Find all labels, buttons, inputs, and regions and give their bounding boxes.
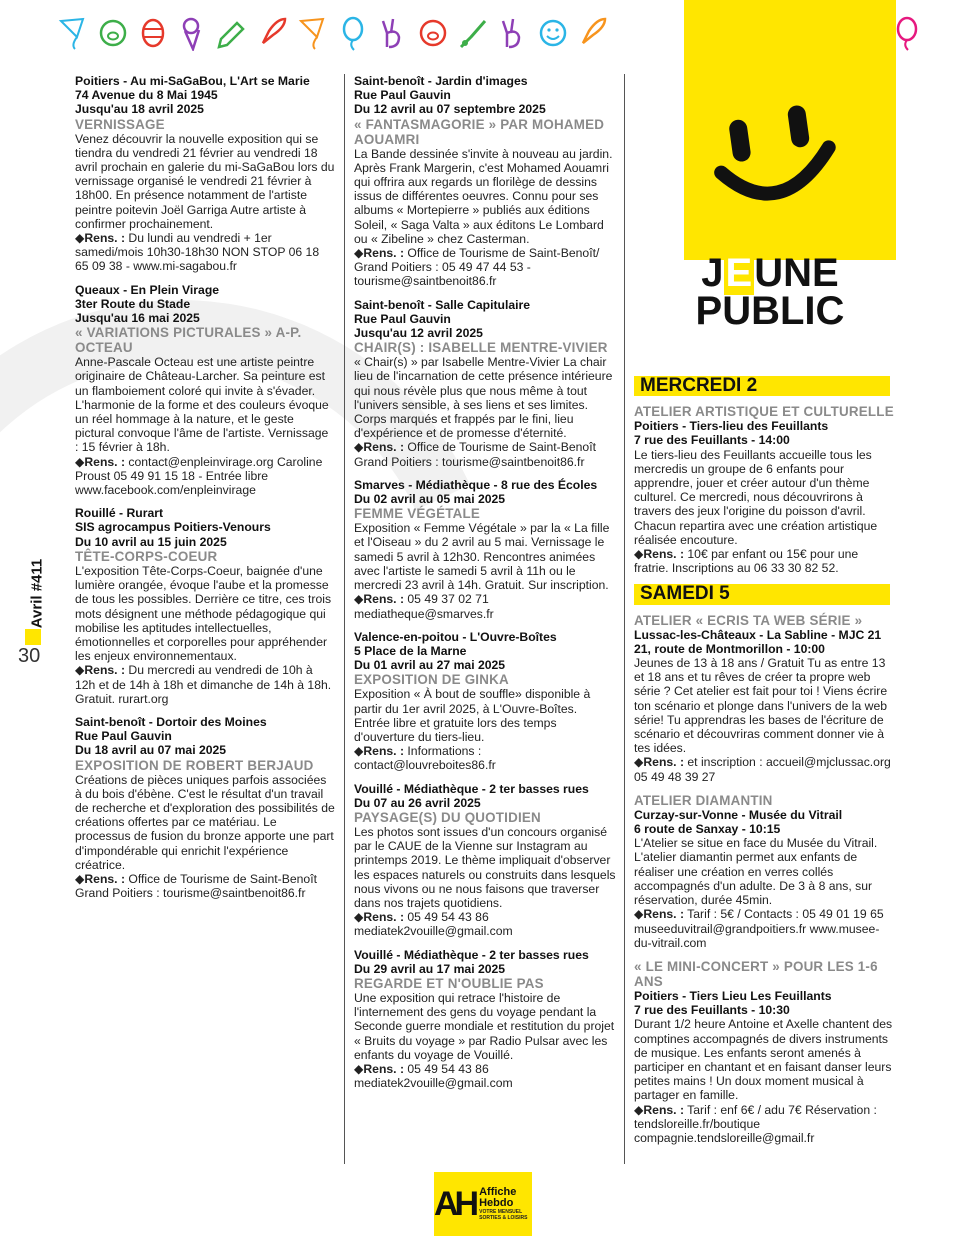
event-description xyxy=(75,355,335,454)
logo-word: Hebdo xyxy=(479,1197,514,1209)
info-text: contact@enpleinvirage.org Caroline Proust 05 49 91 15 18 - Entrée libre www.facebook.com/enpleinvirage xyxy=(75,454,323,498)
event-body-text: L'exposition Tête-Corps-Coeur, baignée d'une lumière orangée, évoque l'aube et la promesse de tous les possibles. Derrière ce titre, ces trois mots désignent une méthode pédagogique qui mobilise les aptitudes intellectuelles, émotionnelles et corporelles pour appréhender les enjeux environnementaux. xyxy=(75,563,332,664)
info-label: ◆Rens. : xyxy=(634,755,685,770)
column-divider xyxy=(344,74,345,1164)
info-text: 05 49 54 43 86 mediatek2vouille@gmail.com xyxy=(354,910,513,939)
smiley-face-icon xyxy=(684,0,896,260)
event-address: 3ter Route du Stade xyxy=(75,296,191,311)
info-text: et inscription : accueil@mjclussac.org 05 49 48 39 27 xyxy=(634,755,891,784)
day-banner: SAMEDI 5 xyxy=(634,584,890,604)
event-title: EXPOSITION DE GINKA xyxy=(354,672,509,688)
info-text: Du mercredi au vendredi de 10h à 12h et de 14h à 18h et dimanche de 14h à 18h. Gratuit. rurart.org xyxy=(75,663,332,706)
event-body-text: Une exposition qui retrace l'histoire de l'internement des gens du voyage pendant la Seconde guerre mondiale et restitution du projet « Bruits du voyage » par Radio Pulsar avec les enfants du voyage de Vouillé. xyxy=(354,990,615,1062)
event-location: Valence-en-poitou - L'Ouvre-Boîtes xyxy=(354,629,557,644)
logo-tagline: VOTRE MENSUEL SORTIES & LOISIRS xyxy=(479,1209,528,1221)
event-location: Vouillé - Médiathèque - 2 ter basses rues xyxy=(354,781,589,796)
event-location: Saint-benoît - Jardin d'images xyxy=(354,74,528,88)
event-title: « VARIATIONS PICTURALES » A-P. OCTEAU xyxy=(75,325,302,356)
title-line2: PUBLIC xyxy=(695,289,845,333)
rocket-icon xyxy=(256,14,290,52)
event-info xyxy=(75,455,335,498)
event-info xyxy=(354,910,616,938)
icon-strip xyxy=(56,14,656,64)
rocket-icon xyxy=(576,14,610,52)
info-label: ◆Rens. : xyxy=(75,663,126,678)
event-date: Du 29 avril au 17 mai 2025 xyxy=(354,961,506,976)
event-description xyxy=(634,836,894,907)
event-location: Saint-benoît - Dortoir des Moines xyxy=(75,714,267,729)
event-body-text: Exposition « À bout de souffle» disponible à partir du 1er avril 2025, à L'Ouvre-Boîtes. Entrée libre et gratuite lors des temps d'ouverture du tiers-lieu. xyxy=(354,687,591,744)
event-entry xyxy=(75,283,335,498)
event-info xyxy=(354,592,616,620)
event-description xyxy=(354,991,616,1062)
event-address: Rue Paul Gauvin xyxy=(354,88,451,103)
event-address: 21, route de Montmorillon - 10:00 xyxy=(634,641,825,656)
event-body-text: Jeunes de 13 à 18 ans / Gratuit Tu as entre 13 et 18 ans et tu rêves de créer ta propre web série ? Cet atelier est fait pour toi ! Viens écrire ton scénario et plonge dans l'univers de la web série! Tu apprendras les bases de l'écriture de scénario et découvriras comment donner vie à tes idées. xyxy=(634,656,888,756)
event-title: REGARDE ET N'OUBLIE PAS xyxy=(354,975,544,991)
affiche-hebdo-logo xyxy=(434,1172,532,1236)
event-entry xyxy=(75,74,335,274)
event-entry xyxy=(75,715,335,900)
paintbrush-icon xyxy=(456,14,490,52)
info-label: ◆Rens. : xyxy=(75,454,126,469)
ball-icon xyxy=(136,14,170,52)
event-body-text: Anne-Pascale Octeau est une artiste peintre originaire de Château-Larcher. Sa peinture est un flamboiement coloré qui invite à s'évader. L'harmonie de la forme et des couleurs évoque un réel hommage à la nature, et le geste pictural convoque l'âme de l'artiste. Vernissage : 15 février à 18h. xyxy=(75,355,329,455)
event-location: Saint-benoît - Salle Capitulaire xyxy=(354,297,531,312)
jeune-public-header xyxy=(684,0,896,260)
event-body-text: Exposition « Femme Végétale » par la « La fille et l'Oiseau » du 2 avril au 5 mai. Vernissage le samedi 5 avril à 12h30. Rencontres animées avec l'artiste le samedi 5 avril à 11h ou le mercredi 23 avril à 14h. Gratuit. Sur inscription. xyxy=(354,521,610,593)
info-text: Office de Tourisme de Saint-Benoît Grand Poitiers : tourisme@saintbenoit86.fr xyxy=(75,871,317,901)
kite-icon xyxy=(56,14,90,52)
info-text: Office de Tourisme de Saint-Benoît Grand Poitiers : tourisme@saintbenoit86.fr xyxy=(354,440,596,469)
info-text: 05 49 54 43 86 mediatek2vouille@gmail.com xyxy=(354,1061,513,1091)
event-body-text: Durant 1/2 heure Antoine et Axelle chantent des comptines accompagnés de divers instruments de musique. Les enfants seront amenés à participer en chantant et en faisant danser leurs petites mains ! Un doux moment musical à partager en famille. xyxy=(634,1017,893,1103)
event-info xyxy=(634,547,894,575)
event-location: Curzay-sur-Vonne - Musée du Vitrail xyxy=(634,807,843,822)
column-1 xyxy=(75,74,335,909)
event-date: Jusqu'au 12 avril 2025 xyxy=(354,326,483,341)
info-text: 10€ par enfant ou 15€ pour une fratrie. Inscriptions au 06 33 30 82 52. xyxy=(634,547,859,576)
event-info xyxy=(75,872,335,900)
peace-hand-icon xyxy=(376,14,410,52)
info-label: ◆Rens. : xyxy=(354,744,405,759)
event-entry xyxy=(634,404,894,575)
event-body-text: Le tiers-lieu des Feuillants accueille tous les mercredis un groupe de 6 enfants pour apprendre, jouer et créer autour d'un thème culturel. Ce mercredi, nous découvrirons à travers des jeux l'origine du poisson d'avril. Chacun repartira avec une création artistique réalisée encouture. xyxy=(634,447,878,547)
event-date: Du 07 au 26 avril 2025 xyxy=(354,795,481,810)
event-location: Poitiers - Tiers Lieu Les Feuillants xyxy=(634,988,832,1003)
event-location: Rouillé - Rurart xyxy=(75,506,164,521)
event-location: Poitiers - Au mi-SaGaBou, L'Art se Marie xyxy=(75,74,310,88)
info-text: 05 49 37 02 71 mediatheque@smarves.fr xyxy=(354,592,494,621)
crayon-icon xyxy=(216,14,250,52)
info-label: ◆Rens. : xyxy=(634,907,685,922)
event-description xyxy=(354,147,616,246)
logo-word: Affiche xyxy=(479,1186,517,1198)
event-address: 7 rue des Feuillants - 10:30 xyxy=(634,1003,790,1018)
event-date: Du 10 avril au 15 juin 2025 xyxy=(75,534,227,549)
info-text: Office de Tourisme de Saint-Benoît/ Grand Poitiers : 05 49 47 44 53 - tourisme@saintbenoit86.fr xyxy=(354,246,600,289)
info-text: Informations : contact@louvreboites86.fr xyxy=(354,744,496,773)
event-date: Jusqu'au 16 mai 2025 xyxy=(75,311,200,326)
event-description xyxy=(634,448,894,547)
event-date: Du 12 avril au 07 septembre 2025 xyxy=(354,102,546,117)
event-address: 74 Avenue du 8 Mai 1945 xyxy=(75,88,218,103)
event-info xyxy=(75,663,335,706)
event-entry xyxy=(634,793,894,950)
event-entry xyxy=(634,959,894,1145)
event-info xyxy=(354,246,616,289)
page-number: 30 xyxy=(18,645,41,667)
event-description xyxy=(354,521,616,592)
event-body-text: La Bande dessinée s'invite à nouveau au jardin. Après Frank Margerin, c'est Mohamed Aouamri qui offrira aux regards un florilège de dessins issus de différentes oeuvres. Connu pour ses albums « Mortepierre » publiés aux éditions Soleil, « Saga Valta » aux éditons Le Lombard ou « Zibeline » chez Casterman. xyxy=(354,146,613,246)
event-description xyxy=(354,687,616,744)
event-title: EXPOSITION DE ROBERT BERJAUD xyxy=(75,757,314,773)
event-title: PAYSAGE(S) DU QUOTIDIEN xyxy=(354,809,541,825)
event-title: VERNISSAGE xyxy=(75,116,165,132)
event-info xyxy=(354,1062,616,1090)
event-entry xyxy=(354,782,616,939)
event-description xyxy=(75,773,335,872)
smiley-icon xyxy=(536,14,570,52)
info-label: ◆Rens. : xyxy=(354,592,405,607)
event-description xyxy=(634,656,894,755)
event-description xyxy=(354,355,616,440)
event-info xyxy=(354,440,616,468)
info-label: ◆Rens. : xyxy=(354,910,405,925)
pig-icon xyxy=(416,14,450,52)
event-info xyxy=(634,1103,894,1146)
info-label: ◆Rens. : xyxy=(354,246,405,261)
event-entry xyxy=(75,506,335,706)
issue-label: Avril #411 xyxy=(28,558,46,629)
event-title: « LE MINI-CONCERT » POUR LES 1-6 ANS xyxy=(634,958,878,989)
event-address: 6 route de Sanxay - 10:15 xyxy=(634,822,781,837)
event-date: Du 18 avril au 07 mai 2025 xyxy=(75,743,227,758)
issue-marker xyxy=(25,629,41,645)
jeune-public-title xyxy=(690,251,850,333)
event-body-text: Créations de pièces uniques parfois associées à du bois d'ébène. C'est le résultat d'un travail de recherche et d'exploration des possibilités de créations offertes par ce matériau. Le processus de fusion du bronze apporte une part d'impondérable qui enrichit l'expérience créatrice. xyxy=(75,772,335,872)
info-text: Tarif : 5€ / Contacts : 05 49 01 19 65 museeduvitrail@grandpoitiers.fr www.musee-du-vitrail.com xyxy=(634,907,884,950)
event-entry xyxy=(354,478,616,621)
info-text: Tarif : enf 6€ / adu 7€ Réservation : tendsloreille.fr/boutique compagnie.tendsloreille@gmail.fr xyxy=(634,1102,877,1145)
event-info xyxy=(634,755,894,783)
event-body-text: Les photos sont issues d'un concours organisé par le CAUE de la Vienne sur Instagram au printemps 2019. Le thème impliquait d'observer les espaces naturels ou construits dans lesquels nous vivons ou ne nous faisons que traverser dans nos trajets quotidiens. xyxy=(354,824,616,910)
event-entry xyxy=(354,630,616,773)
info-label: ◆Rens. : xyxy=(75,871,126,886)
kite-icon xyxy=(296,14,330,52)
event-entry xyxy=(634,613,894,784)
info-label: ◆Rens. : xyxy=(75,231,126,246)
column-2 xyxy=(354,74,616,1099)
event-description xyxy=(634,1017,894,1102)
column-3 xyxy=(634,370,894,1154)
balloon-icon xyxy=(336,14,370,52)
event-body-text: L'Atelier se situe en face du Musée du Vitrail. L'atelier diamantin permet aux enfants de réaliser une création en verres collés accompagnés d'un adulte. De 3 à 8 ans, sur réservation, durée 45min. xyxy=(634,836,878,908)
event-info xyxy=(634,907,894,950)
title-letters: UNE xyxy=(754,251,839,295)
event-location: Vouillé - Médiathèque - 2 ter basses rues xyxy=(354,947,589,962)
info-label: ◆Rens. : xyxy=(634,547,685,562)
event-address: 7 rue des Feuillants - 14:00 xyxy=(634,433,790,448)
event-title: ATELIER ARTISTIQUE ET CULTURELLE xyxy=(634,404,894,420)
event-title: ATELIER DIAMANTIN xyxy=(634,792,773,808)
event-entry xyxy=(354,298,616,469)
event-date: Du 02 avril au 05 mai 2025 xyxy=(354,492,506,507)
pig-icon xyxy=(96,14,130,52)
event-location: Queaux - En Plein Virage xyxy=(75,282,220,297)
event-location: Lussac-les-Châteaux - La Sabline - MJC 21 xyxy=(634,627,882,642)
event-date: Jusqu'au 18 avril 2025 xyxy=(75,102,204,117)
info-text: Du lundi au vendredi + 1er samedi/mois 10h30-18h30 NON STOP 06 18 65 09 38 - www.mi-sagabou.fr xyxy=(75,231,320,274)
event-info xyxy=(354,744,616,772)
event-title: CHAIR(S) : ISABELLE MENTRE-VIVIER xyxy=(354,340,608,356)
event-address: SIS agrocampus Poitiers-Venours xyxy=(75,520,271,535)
event-info xyxy=(75,231,335,274)
event-body-text: Venez découvrir la nouvelle exposition qui se tiendra du vendredi 21 février au vendredi 18 avril prochain en galerie du mi-SaGaBou lors du vernissage organisé le vendredi 21 février à 18h00. En présence notamment de l'artiste peintre poitevin Joël Garriga Autre artiste à confirmer prochainement. xyxy=(75,131,335,231)
event-address: Rue Paul Gauvin xyxy=(354,311,451,326)
event-location: Smarves - Médiathèque - 8 rue des Écoles xyxy=(354,477,598,492)
event-address: 5 Place de la Marne xyxy=(354,643,467,658)
event-description xyxy=(75,564,335,663)
info-label: ◆Rens. : xyxy=(354,1061,405,1076)
ice-cream-icon xyxy=(176,14,210,52)
event-body-text: « Chair(s) » par Isabelle Mentre-Vivier La chair lieu de l'incarnation de cette présence intérieure qui nous révèle plus que nous même à tout l'univers sensible, à ses liens et ses limites. Corps marqués et frappés par le fini, lieu d'expérience et de promesse d'éternité. xyxy=(354,355,613,441)
title-letter-highlight: E xyxy=(725,251,753,295)
event-entry xyxy=(354,74,616,289)
event-date: Du 01 avril au 27 mai 2025 xyxy=(354,658,506,673)
event-description xyxy=(75,132,335,231)
title-letter: J xyxy=(701,251,724,295)
day-banner: MERCREDI 2 xyxy=(634,376,890,396)
logo-mark: AH xyxy=(434,1184,476,1223)
event-entry xyxy=(354,948,616,1091)
event-title: TÊTE-CORPS-COEUR xyxy=(75,548,218,564)
event-title: FEMME VÉGÉTALE xyxy=(354,506,481,522)
event-address: Rue Paul Gauvin xyxy=(75,729,172,744)
event-location: Poitiers - Tiers-lieu des Feuillants xyxy=(634,419,829,434)
peace-hand-icon xyxy=(496,14,530,52)
info-label: ◆Rens. : xyxy=(634,1102,685,1117)
event-title: « FANTASMAGORIE » PAR MOHAMED AOUAMRI xyxy=(354,116,605,147)
info-label: ◆Rens. : xyxy=(354,440,405,455)
event-description xyxy=(354,825,616,910)
event-title: ATELIER « ECRIS TA WEB SÉRIE » xyxy=(634,612,863,628)
column-divider xyxy=(624,74,625,1164)
